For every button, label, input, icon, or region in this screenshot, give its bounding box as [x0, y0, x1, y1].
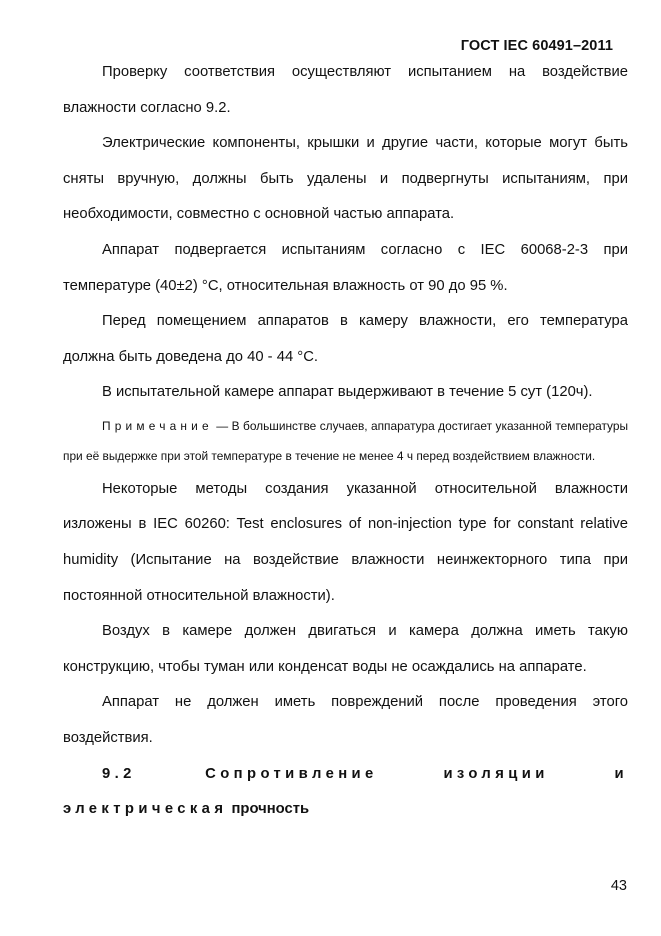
paragraph-duration: В испытательной камере аппарат выдерживают в течение 5 сут (120ч).	[102, 384, 593, 401]
paragraph-humidity-methods: Некоторые методы создания указанной относительной влажности изложены в IEC 60260: Test enclosures of non-injection type for constant relative humidity (Испытание на воздействие влажности неинжекторного типа при постоянной относительной влажности).	[63, 480, 628, 604]
section-title-tail: прочность	[231, 801, 310, 818]
page-number: 43	[610, 878, 627, 894]
note-text: — В большинстве случаев, аппаратура достигает указанной температуры при её выдержке при этой температуре в течение не менее 4 ч перед воздействием влажности.	[63, 418, 628, 464]
note-block	[63, 411, 628, 472]
paragraph-test-conditions: Аппарат подвергается испытаниям согласно с IEC 60068-2-3 при температуре (40±2) °С, относительная влажность от 90 до 95 %.	[63, 241, 628, 294]
paragraph-chamber-air: Воздух в камере должен двигаться и камера должна иметь такую конструкцию, чтобы туман или конденсат воды не осаждались на аппарате.	[63, 623, 628, 675]
paragraph-preheat: Перед помещением аппаратов в камеру влажности, его температура должна быть доведена до 40 - 44 °С.	[63, 313, 628, 365]
section-number: 9.2	[102, 765, 136, 782]
note-label: Примечание	[102, 418, 213, 433]
section-heading	[63, 757, 628, 828]
paragraph-no-damage: Аппарат не должен иметь повреждений после проведения этого воздействия.	[63, 694, 628, 746]
document-body	[63, 55, 628, 828]
section-title-spaced: Сопротивление изоляции и электрическая	[63, 765, 628, 818]
paragraph-compliance-check: Проверку соответствия осуществляют испытанием на воздействие влажности согласно 9.2.	[63, 64, 628, 116]
document-header: ГОСТ IEC 60491–2011	[460, 38, 613, 54]
paragraph-removable-parts: Электрические компоненты, крышки и другие части, которые могут быть сняты вручную, должны быть удалены и подвергнуты испытаниям, при необходимости, совместно с основной частью аппарата.	[63, 135, 628, 223]
